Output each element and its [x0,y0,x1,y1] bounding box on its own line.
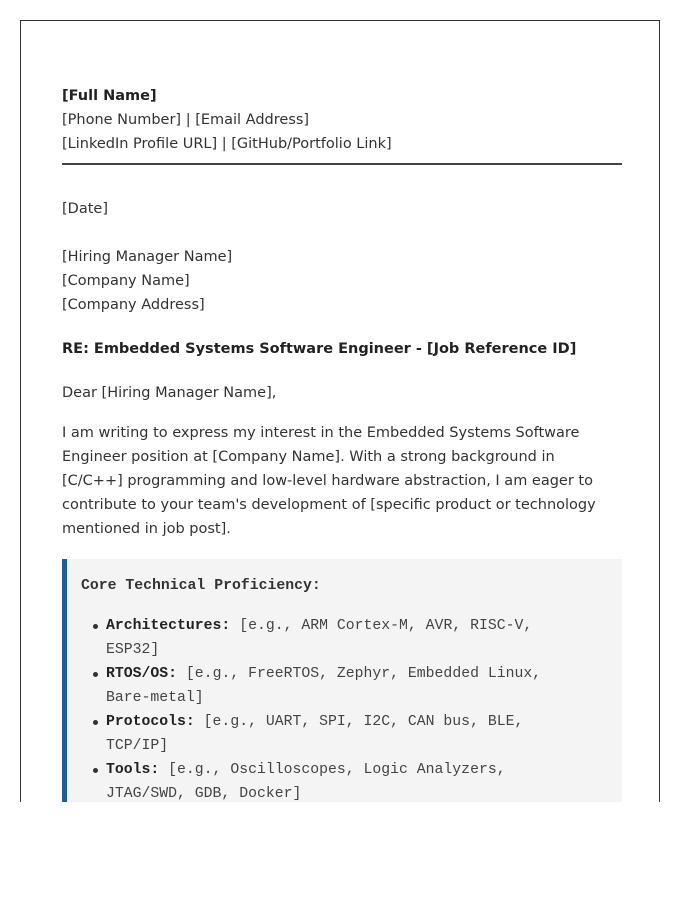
subject-line: RE: Embedded Systems Software Engineer - [Job Reference ID] [62,341,577,357]
skill-value: [e.g., Oscilloscopes, Logic Analyzers, JTAG/SWD, GDB, Docker] [106,762,506,802]
full-name: [Full Name] [62,88,157,104]
skill-key: Protocols: [106,714,195,730]
skill-item [106,710,586,758]
recipient-name: [Hiring Manager Name] [62,249,233,265]
skill-value: [e.g., UART, SPI, I2C, CAN bus, BLE, TCP/IP] [106,714,524,754]
recipient-block [62,245,232,317]
skill-item [106,662,586,710]
letter-page [20,20,660,802]
skills-box [62,559,622,802]
letter-date: [Date] [62,201,108,217]
skill-item [106,614,586,662]
recipient-company: [Company Name] [62,273,190,289]
recipient-address: [Company Address] [62,297,205,313]
salutation: Dear [Hiring Manager Name], [62,385,277,401]
skills-title: Core Technical Proficiency: [81,578,321,594]
body-paragraph: I am writing to express my interest in the Embedded Systems Software Engineer position at [Company Name]. With a strong background in [C/C++] programming and low-level hardware abstraction, I am eager to contribute to your team's development of [specific product or technology mentioned in job post]. [62,425,596,537]
letter-header [62,84,622,156]
links-line: [LinkedIn Profile URL] | [GitHub/Portfolio Link] [62,136,392,152]
skill-value: [e.g., ARM Cortex-M, AVR, RISC-V, ESP32] [106,618,533,658]
skill-item [106,758,586,802]
skill-key: Tools: [106,762,160,778]
skill-key: Architectures: [106,618,231,634]
contact-line: [Phone Number] | [Email Address] [62,112,310,128]
header-divider [62,163,622,165]
skills-list [106,614,586,802]
skill-value: [e.g., FreeRTOS, Zephyr, Embedded Linux, Bare-metal] [106,666,542,706]
skill-key: RTOS/OS: [106,666,178,682]
